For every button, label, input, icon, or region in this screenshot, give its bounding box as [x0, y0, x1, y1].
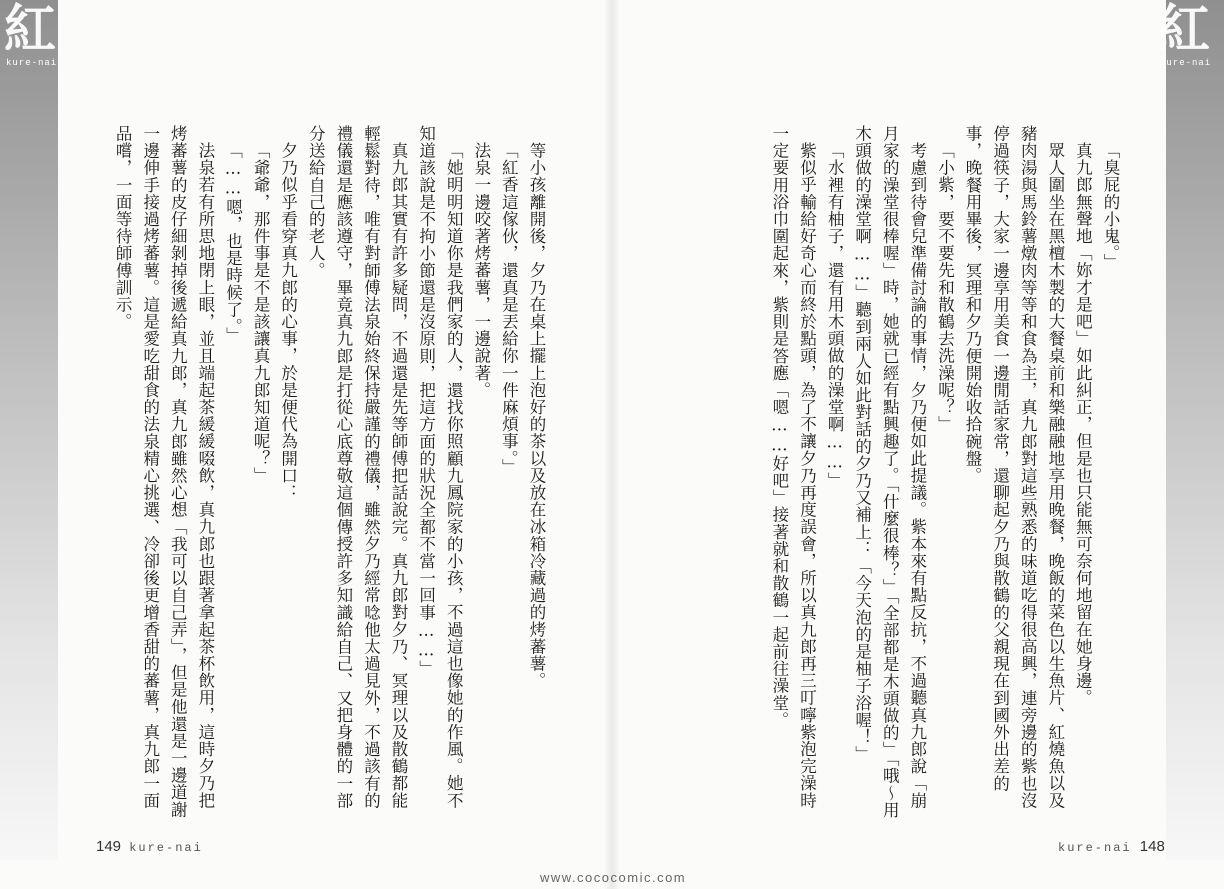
left-logo	[0, 0, 70, 74]
paragraph: 「她明明知道你是我們家的人，還找你照顧九鳳院家的小孩，不過這也像她的作風。她不知道該說是不拘小節還是沒原則，把這方面的狀況全都不當一回事……」	[416, 125, 464, 809]
paragraph: 「爺爺，那件事是不是該讓真九郎知道呢？」	[251, 141, 271, 484]
paragraph: 真九郎無聲地「妳才是吧」如此糾正，但是也只能無可奈何地留在她身邊。	[1073, 141, 1093, 706]
logo-subtitle: kure-nai	[6, 58, 58, 68]
left-side-tab	[0, 0, 58, 860]
page-number: 149	[96, 838, 122, 855]
logo-subtitle: kure-nai	[1160, 58, 1212, 68]
right-page-text	[712, 125, 1124, 825]
paragraph: 真九郎其實有許多疑問，不過還是先等師傅把話說完。真九郎對夕乃、冥理以及散鶴都能輕鬆對待，唯有對師傅法泉始終保持嚴謹的禮儀，雖然夕乃經常唸他太過見外，不過該有的禮儀還是應該遵守，畢竟真九郎是打從心底尊敬這個傳授許多知識給自己、又把身體的一部分送給自己的老人。	[306, 125, 409, 809]
book-name: kure-nai	[129, 841, 203, 855]
paragraph: 紫似乎輸給好奇心而終於點頭，為了不讓夕乃再度誤會，所以真九郎再三叮嚀紫泡完澡時一定要用浴巾圍起來，紫則是答應「嗯……好吧」接著就和散鶴一起前往澡堂。	[769, 125, 817, 809]
logo-kanji: 紅	[1158, 0, 1211, 60]
paragraph: 「小紫，要不要先和散鶴去洗澡呢？」	[935, 141, 955, 433]
paragraph: 眾人圍坐在黑檀木製的大餐桌前和樂融融地享用晚餐，晚飯的菜色以生魚片、紅燒魚以及豬肉湯與馬鈴薯燉肉等等和食為主，真九郎對這些熟悉的味道吃得很高興，連旁邊的紫也沒停過筷子，大家一邊享用美食一邊閒話家常，還聊起夕乃與散鶴的父親現在到國外出差的事，晚餐用畢後，冥理和夕乃便開始收拾碗盤。	[963, 125, 1065, 809]
paragraph: 「水裡有柚子，還有用木頭做的澡堂啊……」	[825, 141, 845, 489]
paragraph: 法泉一邊咬著烤蕃薯，一邊說著。	[471, 141, 491, 398]
page-number: 148	[1139, 838, 1165, 855]
right-logo	[1154, 0, 1224, 74]
paragraph: 法泉若有所思地閉上眼，並且端起茶緩緩啜飲，真九郎也跟著拿起茶杯飲用，這時夕乃把烤蕃薯的皮仔細剝掉後遞給真九郎，真九郎雖然心想「我可以自己弄」，但是他還是一邊道謝一邊伸手接過烤蕃薯。這是愛吃甜食的法泉精心挑選、冷卻後更增香甜的蕃薯，真九郎一面品嚐，一面等待師傅訓示。	[113, 125, 215, 818]
paragraph: 「……嗯，也是時候了。」	[223, 141, 243, 344]
logo-kanji: 紅	[4, 0, 57, 60]
paragraph: 考慮到待會兒準備討論的事情，夕乃便如此提議。紫本來有點反抗，不過聽真九郎說「崩月家的澡堂很棒喔」時，她就已經有點興趣了。「什麼很棒？」「全部都是木頭做的」「哦～用木頭做的澡堂啊……」聽到兩人如此對話的夕乃又補上：「今天泡的是柚子浴喔！」	[852, 125, 927, 819]
book-gutter	[604, 0, 620, 889]
right-side-tab	[1166, 0, 1224, 860]
paragraph: 「紅香這傢伙，還真是丟給你一件麻煩事。」	[499, 141, 519, 476]
paragraph: 夕乃似乎看穿真九郎的心事，於是便代為開口：	[278, 141, 298, 501]
left-page-folio	[92, 838, 203, 855]
right-page-folio	[1058, 838, 1169, 855]
paragraph: 等小孩離開後，夕乃在桌上擺上泡好的茶以及放在冰箱冷藏過的烤蕃薯。	[527, 141, 546, 689]
paragraph: 「臭屁的小鬼。」	[1101, 141, 1120, 271]
book-name: kure-nai	[1058, 841, 1132, 855]
left-page-text	[100, 125, 550, 825]
watermark: www.cococomic.com	[540, 870, 687, 885]
